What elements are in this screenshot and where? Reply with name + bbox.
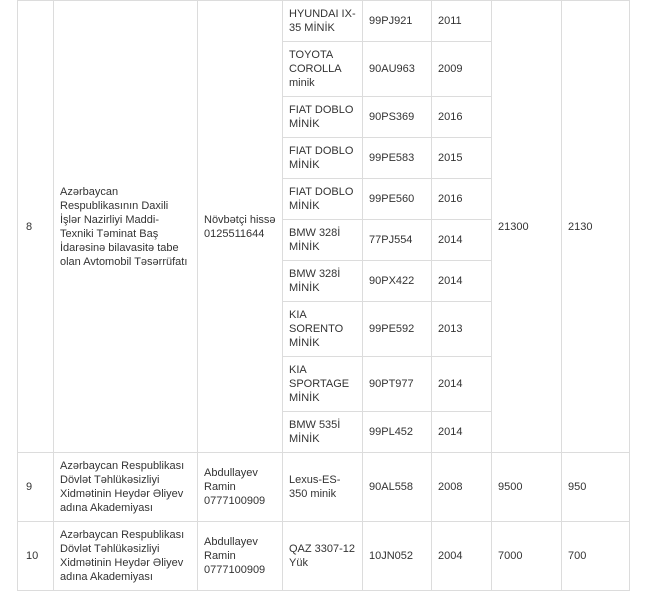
vehicle-year: 2008 xyxy=(432,453,492,522)
share-cell: 950 xyxy=(562,453,630,522)
vehicle-year: 2004 xyxy=(432,522,492,591)
vehicle-plate: 90PT977 xyxy=(363,357,432,412)
vehicle-model: HYUNDAI IX-35 MİNİK xyxy=(283,1,363,42)
share-cell: 2130 xyxy=(562,1,630,453)
vehicle-model: FIAT DOBLO MİNİK xyxy=(283,138,363,179)
vehicle-year: 2016 xyxy=(432,179,492,220)
contact-cell: Növbətçi hissə 0125511644 xyxy=(198,1,283,453)
vehicle-year: 2014 xyxy=(432,261,492,302)
vehicle-model: TOYOTA COROLLA minik xyxy=(283,42,363,97)
vehicle-year: 2009 xyxy=(432,42,492,97)
vehicle-plate: 90PS369 xyxy=(363,97,432,138)
vehicle-model: QAZ 3307-12 Yük xyxy=(283,522,363,591)
organization-cell: Azərbaycan Respublikası Dövlət Təhlükəsizliyi Xidmətinin Heydər Əliyev adına Akademiyası xyxy=(54,453,198,522)
contact-cell: Abdullayev Ramin 0777100909 xyxy=(198,453,283,522)
vehicle-model: KIA SORENTO MİNİK xyxy=(283,302,363,357)
table-row xyxy=(18,1,630,42)
row-number: 9 xyxy=(18,453,54,522)
vehicle-model: Lexus-ES-350 minik xyxy=(283,453,363,522)
vehicle-plate: 99PE583 xyxy=(363,138,432,179)
vehicle-model: BMW 535İ MİNİK xyxy=(283,412,363,453)
amount-cell: 21300 xyxy=(492,1,562,453)
vehicle-model: KIA SPORTAGE MİNİK xyxy=(283,357,363,412)
contact-cell: Abdullayev Ramin 0777100909 xyxy=(198,522,283,591)
vehicle-plate: 99PJ921 xyxy=(363,1,432,42)
table-row xyxy=(18,522,630,591)
vehicle-year: 2016 xyxy=(432,97,492,138)
vehicle-plate: 99PE560 xyxy=(363,179,432,220)
vehicle-plate: 99PL452 xyxy=(363,412,432,453)
organization-cell: Azərbaycan Respublikası Dövlət Təhlükəsizliyi Xidmətinin Heydər Əliyev adına Akademiyası xyxy=(54,522,198,591)
vehicle-year: 2014 xyxy=(432,357,492,412)
amount-cell: 9500 xyxy=(492,453,562,522)
organization-cell: Azərbaycan Respublikasının Daxili İşlər Nazirliyi Maddi-Texniki Təminat Baş İdarəsinə bilavasitə tabe olan Avtomobil Təsərrüfatı xyxy=(54,1,198,453)
vehicle-plate: 90AL558 xyxy=(363,453,432,522)
row-number: 8 xyxy=(18,1,54,453)
share-cell: 700 xyxy=(562,522,630,591)
vehicle-model: BMW 328İ MİNİK xyxy=(283,220,363,261)
vehicle-plate: 99PE592 xyxy=(363,302,432,357)
vehicle-model: FIAT DOBLO MİNİK xyxy=(283,179,363,220)
vehicle-model: BMW 328İ MİNİK xyxy=(283,261,363,302)
vehicle-plate: 90PX422 xyxy=(363,261,432,302)
vehicle-plate: 77PJ554 xyxy=(363,220,432,261)
vehicle-year: 2014 xyxy=(432,220,492,261)
amount-cell: 7000 xyxy=(492,522,562,591)
vehicle-year: 2011 xyxy=(432,1,492,42)
vehicle-plate: 90AU963 xyxy=(363,42,432,97)
vehicle-model: FIAT DOBLO MİNİK xyxy=(283,97,363,138)
vehicle-year: 2013 xyxy=(432,302,492,357)
vehicle-year: 2015 xyxy=(432,138,492,179)
vehicle-year: 2014 xyxy=(432,412,492,453)
vehicle-plate: 10JN052 xyxy=(363,522,432,591)
vehicle-table xyxy=(17,0,630,591)
table-row xyxy=(18,453,630,522)
row-number: 10 xyxy=(18,522,54,591)
